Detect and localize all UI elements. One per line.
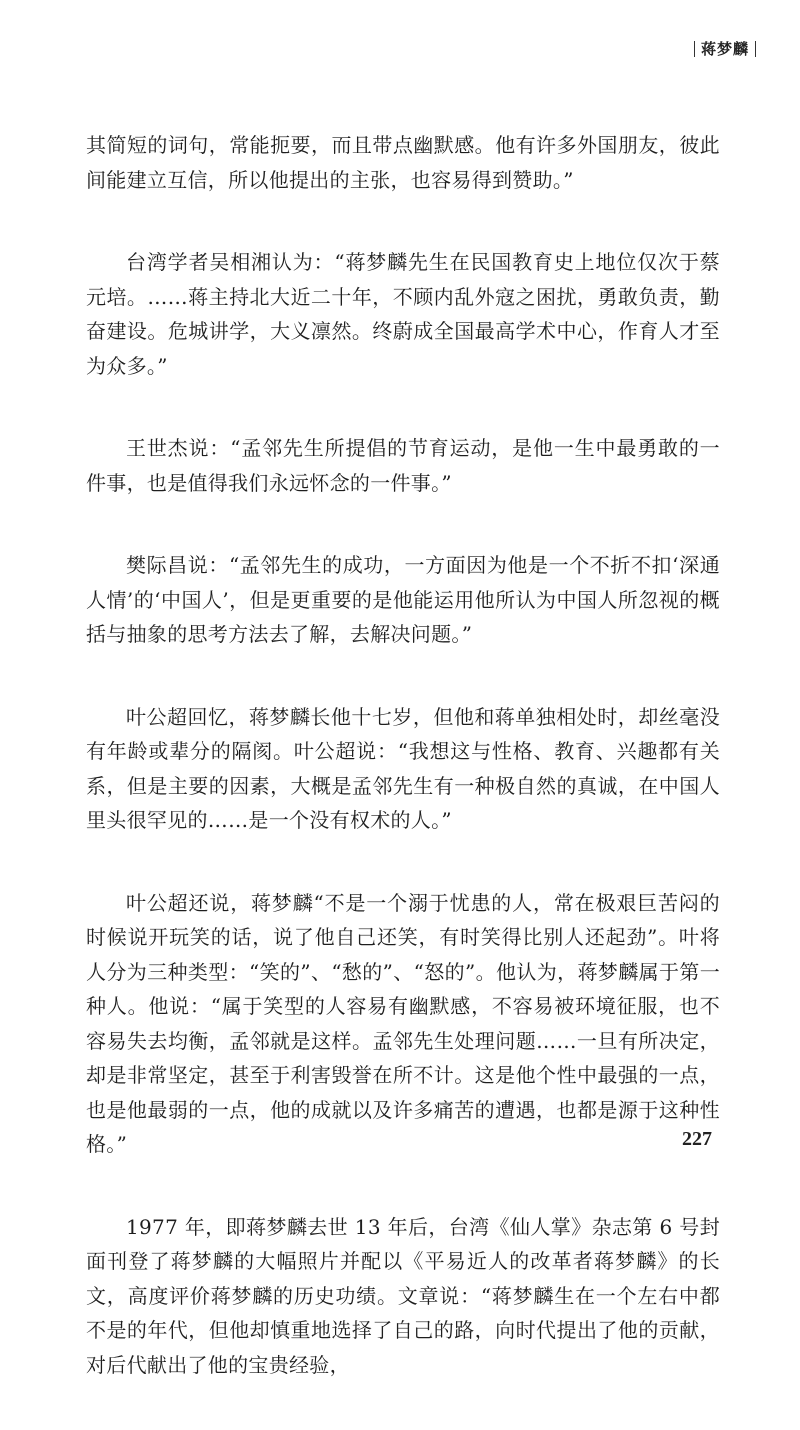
header-divider-left	[694, 41, 695, 57]
header-divider-right	[755, 41, 756, 57]
running-header	[688, 38, 762, 59]
paragraph-ye-gongchao-types: 叶公超还说，蒋梦麟“不是一个溺于忧患的人，常在极艰巨苦闷的时候说开玩笑的话，说了他自己还笑，有时笑得比别人还起劲”。叶将人分为三种类型：“笑的”、“愁的”、“怒的”。他认为，蒋梦麟属于第一种人。他说：“属于笑型的人容易有幽默感，不容易被环境征服，也不容易失去均衡，孟邻就是这样。孟邻先生处理问题……一旦有所决定，却是非常坚定，甚至于利害毁誉在所不计。这是他个性中最强的一点，也是他最弱的一点，他的成就以及许多痛苦的遭遇，也都是源于这种性格。”	[86, 890, 720, 1156]
paragraph-1977-magazine: 1977 年，即蒋梦麟去世 13 年后，台湾《仙人掌》杂志第 6 号封面刊登了蒋梦麟的大幅照片并配以《平易近人的改革者蒋梦麟》的长文，高度评价蒋梦麟的历史功绩。文章说：“蒋梦麟生在一个左右中都不是的年代，但他却慎重地选择了自己的路，向时代提出了他的贡献，对后代献出了他的宝贵经验，	[86, 1214, 720, 1377]
page-number: 227	[682, 1128, 712, 1150]
paragraph-fan-jichang: 樊际昌说：“孟邻先生的成功，一方面因为他是一个不折不扣‘深通人情’的‘中国人’，但是更重要的是他能运用他所认为中国人所忽视的概括与抽象的思考方法去了解，去解决问题。”	[86, 553, 720, 646]
paragraph-ye-gongchao-memory: 叶公超回忆，蒋梦麟长他十七岁，但他和蒋单独相处时，却丝毫没有年龄或辈分的隔阂。叶公超说：“我想这与性格、教育、兴趣都有关系，但是主要的因素，大概是孟邻先生有一种极自然的真诚，在中国人里头很罕见的……是一个没有权术的人。”	[86, 704, 720, 832]
running-title: 蒋梦麟	[700, 40, 749, 58]
paragraph-wang-shijie: 王世杰说：“孟邻先生所提倡的节育运动，是他一生中最勇敢的一件事，也是值得我们永远怀念的一件事。”	[86, 436, 720, 495]
paragraph-wu-xiangxiang: 台湾学者吴相湘认为：“蒋梦麟先生在民国教育史上地位仅次于蔡元培。……蒋主持北大近二十年，不顾内乱外寇之困扰，勇敢负责，勤奋建设。危城讲学，大义凛然。终蔚成全国最高学术中心，作育人才至为众多。”	[86, 250, 720, 378]
page-body	[86, 128, 720, 1430]
paragraph-continuation: 其简短的词句，常能扼要，而且带点幽默感。他有许多外国朋友，彼此间能建立互信，所以他提出的主张，也容易得到赞助。”	[86, 133, 720, 192]
